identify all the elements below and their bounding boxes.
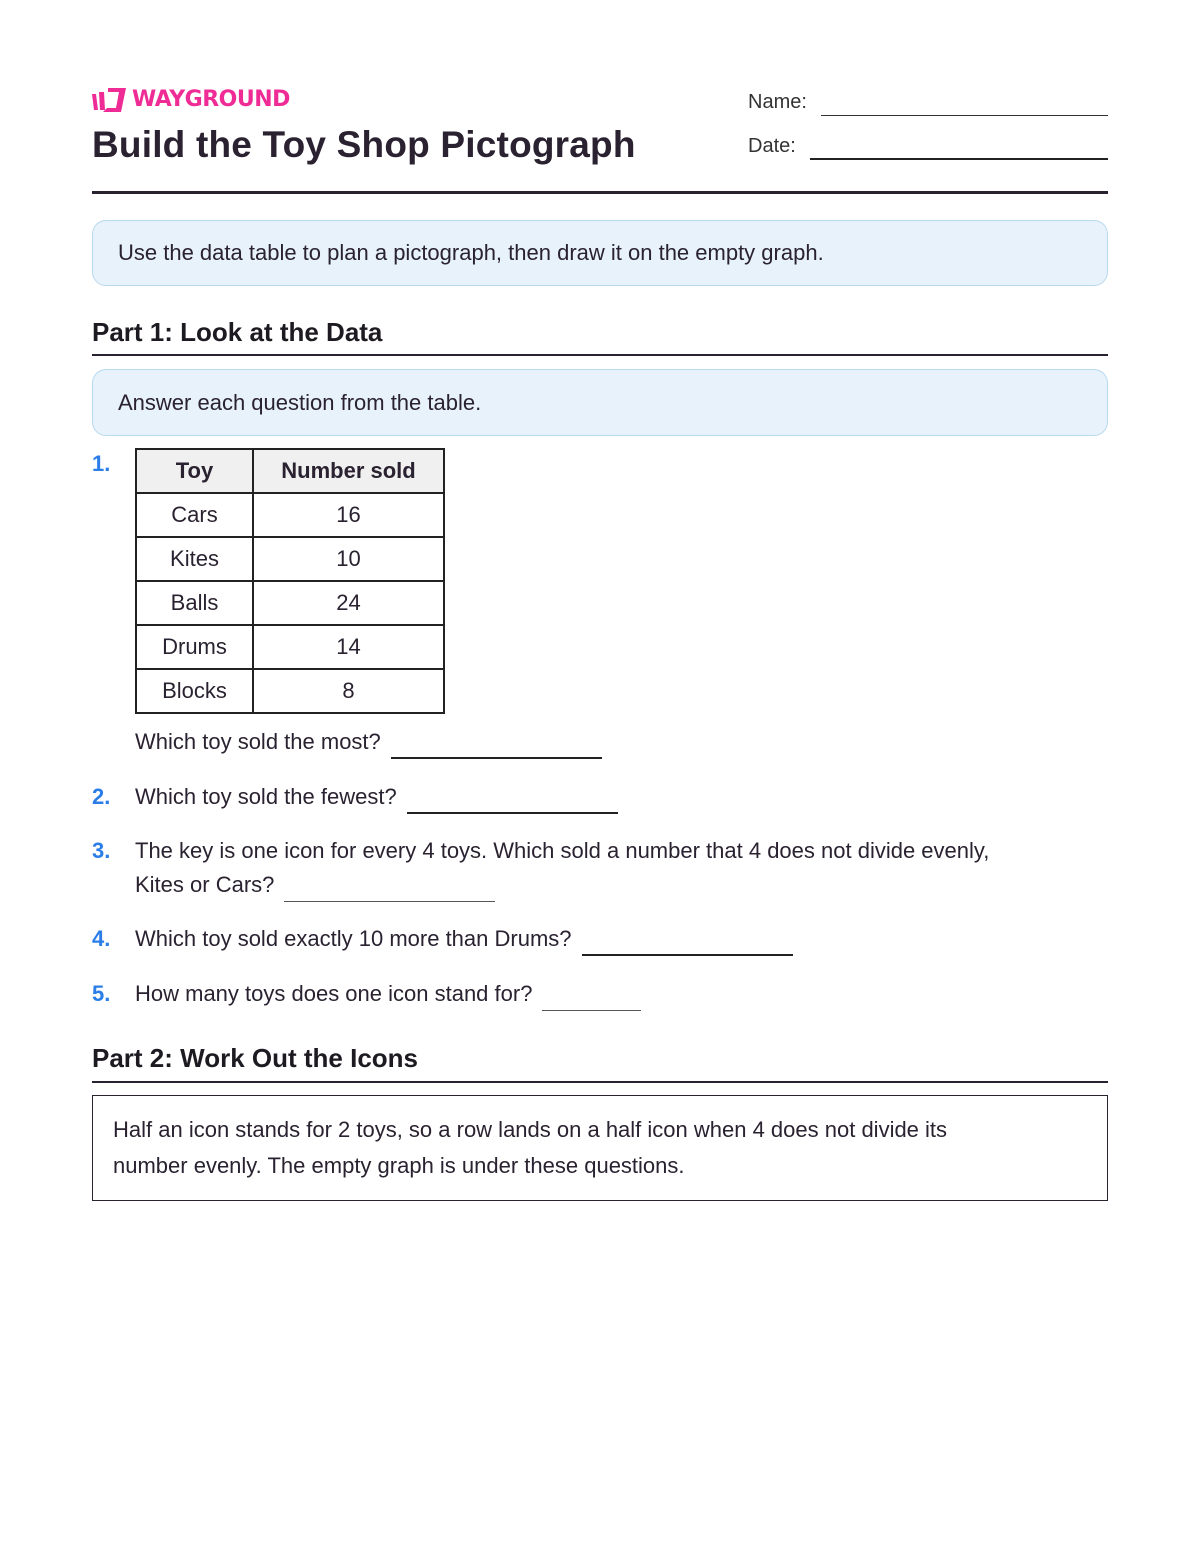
table-row — [136, 537, 444, 581]
date-field[interactable] — [810, 132, 1108, 160]
question-5-answer-blank[interactable] — [542, 977, 641, 1011]
table-row — [136, 625, 444, 669]
question-2-text: Which toy sold the fewest? — [135, 784, 397, 809]
part2-note-box — [92, 1095, 1108, 1201]
part2-divider — [92, 1081, 1108, 1083]
question-3-number: 3. — [92, 838, 111, 863]
table-cell-toy: Kites — [136, 537, 253, 581]
question-3-text-line1: The key is one icon for every 4 toys. Which sold a number that 4 does not divide evenly, — [135, 838, 990, 863]
question-2-answer-blank[interactable] — [407, 780, 618, 814]
table-cell-toy: Blocks — [136, 669, 253, 713]
intro-text: Use the data table to plan a pictograph, then draw it on the empty graph. — [118, 240, 824, 265]
table-cell-sold: 16 — [253, 493, 444, 537]
question-2 — [135, 780, 618, 814]
table-header-row — [136, 449, 444, 493]
date-field-row — [748, 132, 1108, 160]
name-field-row — [748, 88, 1108, 116]
question-4 — [135, 922, 793, 956]
table-row — [136, 581, 444, 625]
question-3-line2 — [135, 868, 495, 902]
brand-logo — [92, 86, 290, 114]
table-header-number-sold: Number sold — [253, 449, 444, 493]
question-4-text: Which toy sold exactly 10 more than Drums? — [135, 926, 572, 951]
date-label: Date: — [748, 135, 796, 157]
question-1-answer-blank[interactable] — [391, 725, 602, 759]
part1-divider — [92, 354, 1108, 356]
part2-title: Part 2: Work Out the Icons — [92, 1043, 419, 1073]
brand-name: WAYGROUND — [132, 87, 290, 112]
table-cell-toy: Balls — [136, 581, 253, 625]
question-5-text: How many toys does one icon stand for? — [135, 981, 533, 1006]
part2-note-line1: Half an icon stands for 2 toys, so a row lands on a half icon when 4 does not divide its — [113, 1117, 948, 1142]
question-4-answer-blank[interactable] — [582, 922, 793, 956]
part2-note-line2: number evenly. The empty graph is under these questions. — [113, 1153, 685, 1178]
table-cell-toy: Drums — [136, 625, 253, 669]
table-cell-sold: 24 — [253, 581, 444, 625]
table-header-toy: Toy — [136, 449, 253, 493]
name-field[interactable] — [821, 90, 1108, 116]
table-cell-sold: 10 — [253, 537, 444, 581]
wayground-logo-icon — [92, 88, 126, 112]
header-divider — [92, 191, 1108, 194]
question-5-number: 5. — [92, 981, 111, 1006]
part1-instruction-box — [92, 369, 1108, 436]
part1-title: Part 1: Look at the Data — [92, 317, 383, 347]
table-cell-toy: Cars — [136, 493, 253, 537]
name-label: Name: — [748, 91, 807, 113]
question-2-number: 2. — [92, 784, 111, 809]
question-1 — [135, 725, 602, 759]
question-1-text: Which toy sold the most? — [135, 729, 381, 754]
question-5 — [135, 977, 641, 1011]
table-cell-sold: 14 — [253, 625, 444, 669]
table-cell-sold: 8 — [253, 669, 444, 713]
question-1-number: 1. — [92, 451, 111, 476]
question-3-answer-blank[interactable] — [284, 868, 495, 902]
page-title: Build the Toy Shop Pictograph — [92, 124, 636, 165]
table-row — [136, 669, 444, 713]
question-3-text-line2: Kites or Cars? — [135, 872, 275, 897]
question-4-number: 4. — [92, 926, 111, 951]
worksheet-page — [92, 0, 1108, 1552]
intro-box — [92, 220, 1108, 286]
part1-instruction: Answer each question from the table. — [118, 389, 482, 415]
toy-data-table — [135, 448, 445, 714]
question-3 — [135, 834, 1108, 868]
table-row — [136, 493, 444, 537]
